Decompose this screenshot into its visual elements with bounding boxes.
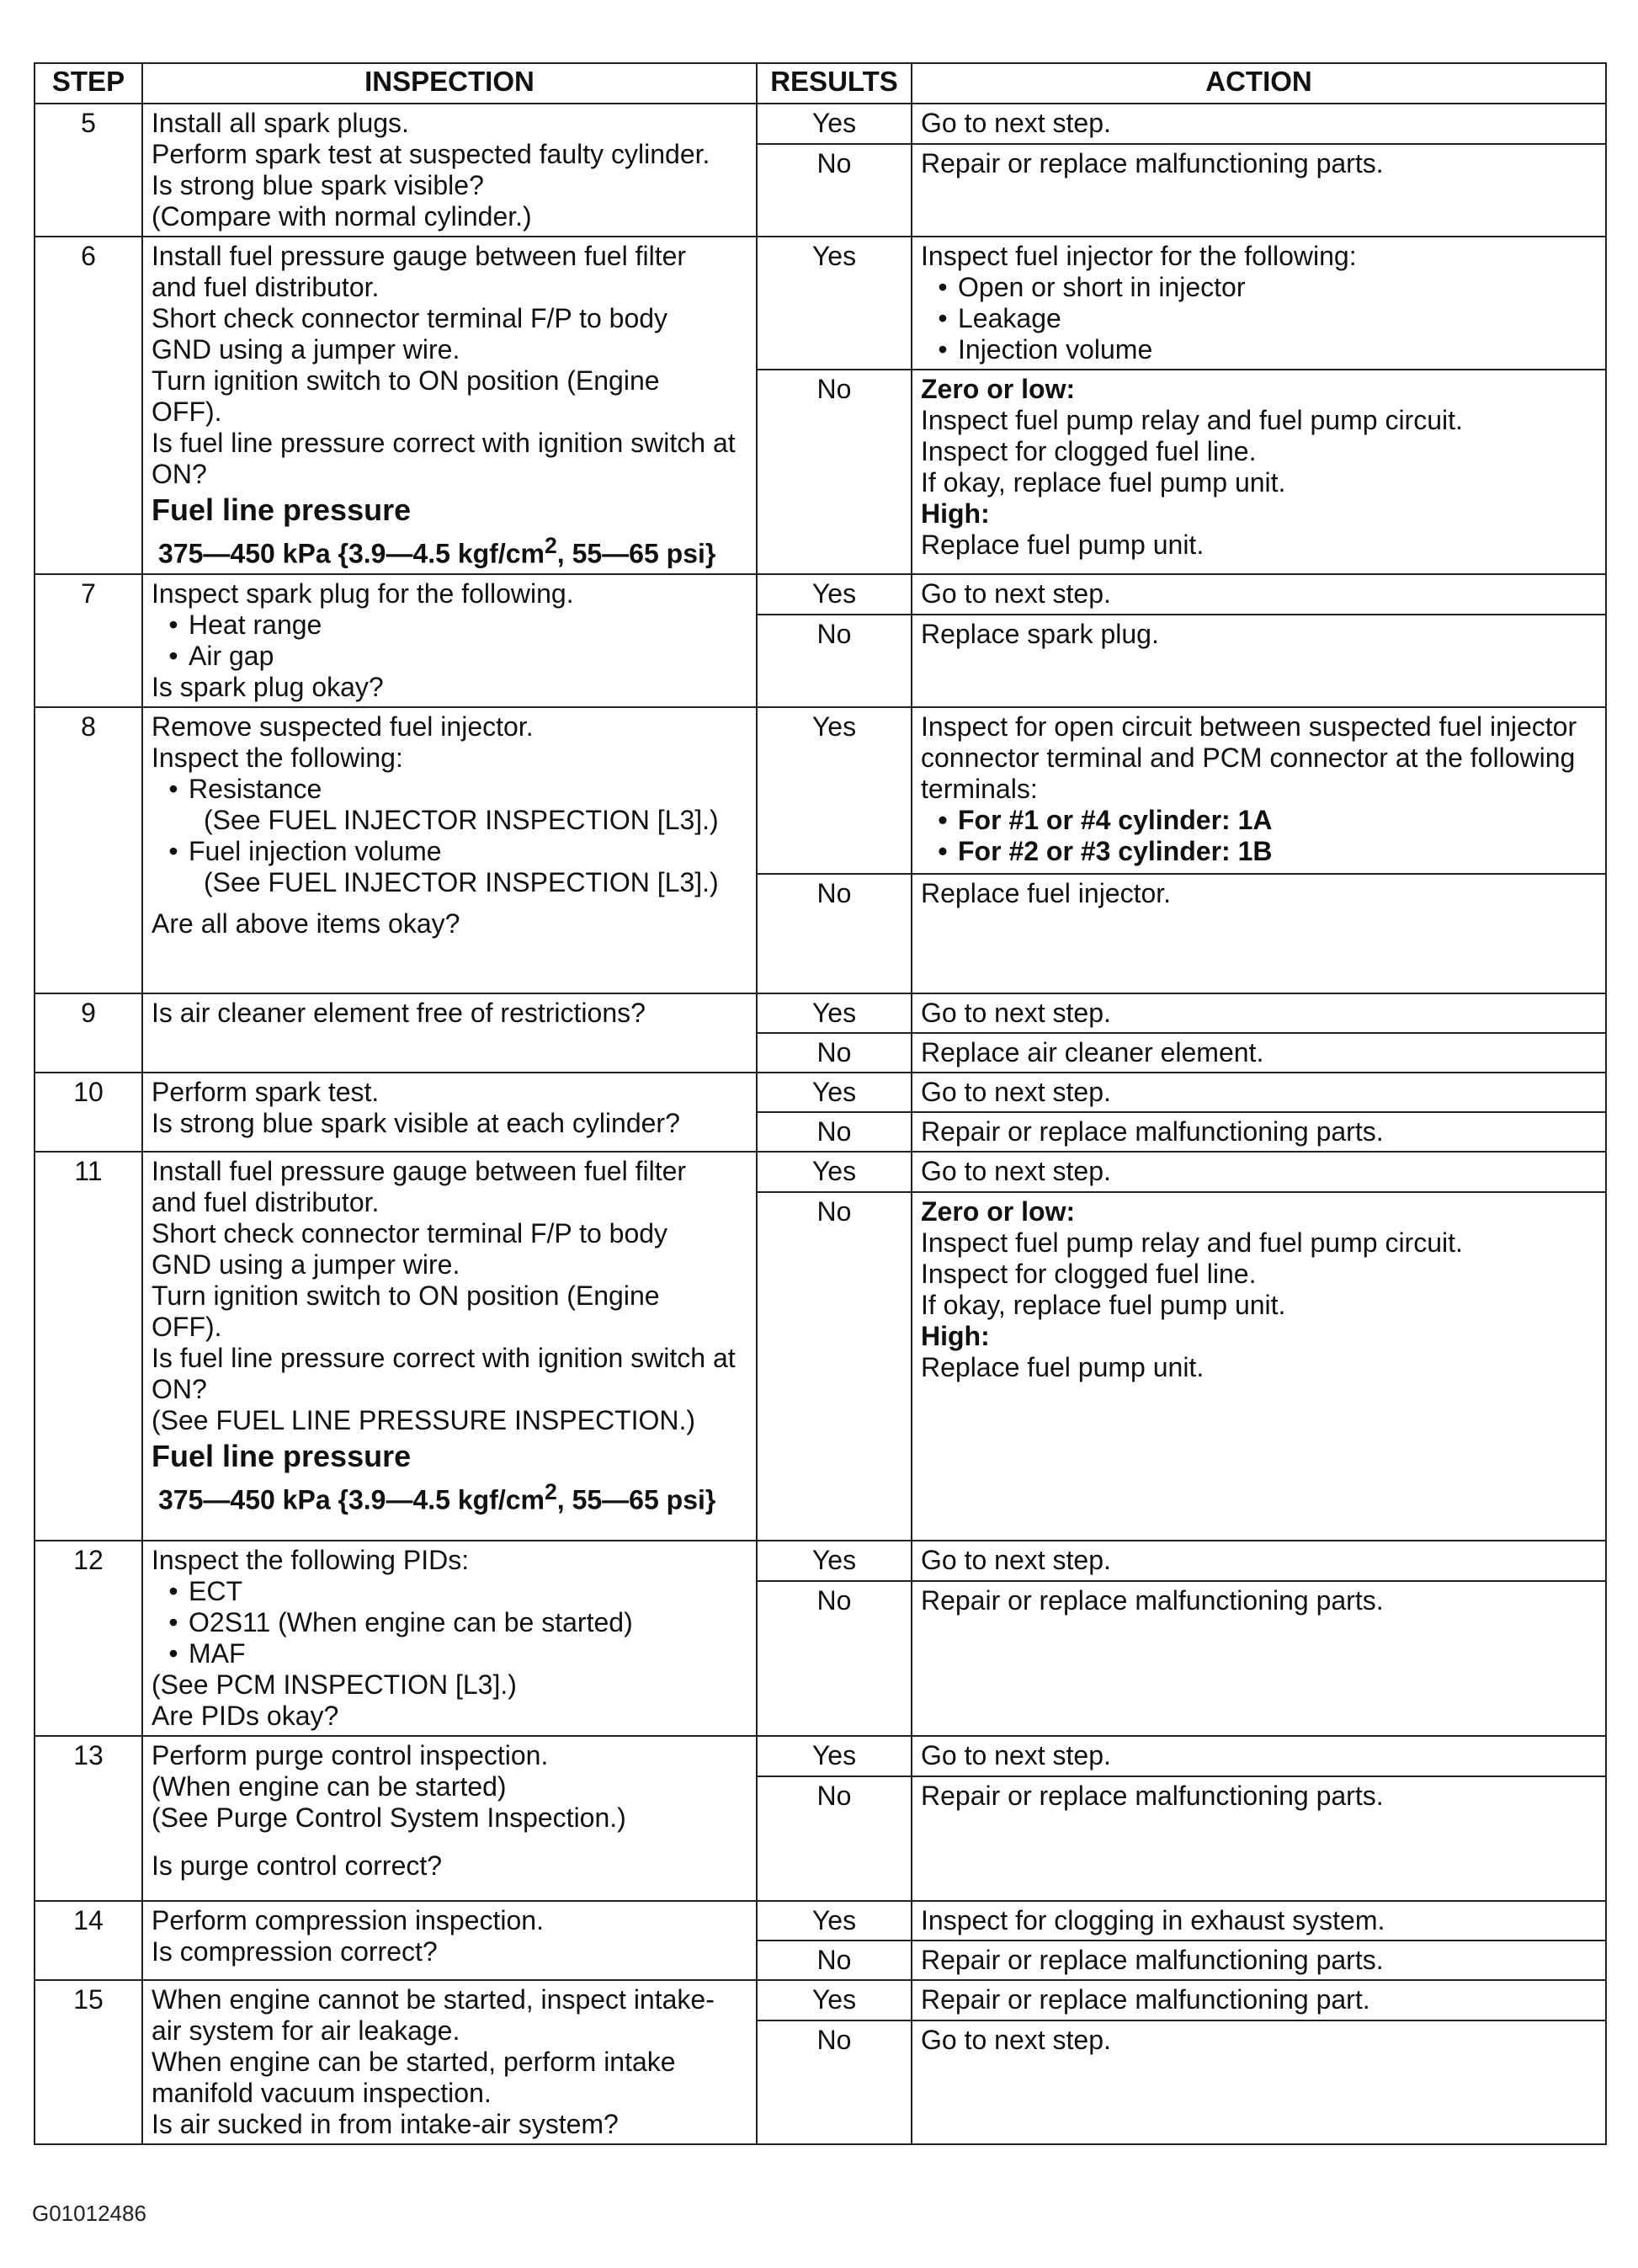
inspection-cell	[142, 104, 757, 237]
bullet-text: O2S11 (When engine can be started)	[189, 1606, 633, 1637]
inspection-line: Is spark plug okay?	[152, 671, 384, 702]
inspection-line: manifold vacuum inspection.	[152, 2077, 492, 2108]
action-no	[912, 370, 1606, 574]
action-yes: Inspect for clogging in exhaust system.	[912, 1901, 1606, 1941]
action-yes: Go to next step.	[912, 993, 1606, 1033]
action-line: Inspect for open circuit between suspected fuel injector	[921, 711, 1577, 742]
inspection-line: air system for air leakage.	[152, 2015, 460, 2046]
step-13-yes-row	[35, 1736, 1606, 1776]
inspection-line: Install fuel pressure gauge between fuel filter	[152, 241, 687, 271]
action-no: Replace fuel injector.	[912, 874, 1606, 993]
spec-value-a: 375—450 kPa {3.9—4.5 kgf/cm	[158, 1484, 545, 1515]
inspection-cell	[142, 707, 757, 993]
spec-value-a: 375—450 kPa {3.9—4.5 kgf/cm	[158, 538, 545, 569]
result-no: No	[757, 1581, 912, 1736]
inspection-cell	[142, 1736, 757, 1901]
header-results: RESULTS	[757, 63, 912, 104]
action-line: Replace fuel pump unit.	[921, 530, 1205, 560]
bullet-item	[152, 1576, 747, 1607]
inspection-line: Turn ignition switch to ON position (Engine	[152, 365, 660, 396]
action-line: Inspect for clogged fuel line.	[921, 436, 1257, 466]
action-yes: Go to next step.	[912, 574, 1606, 615]
result-yes: Yes	[757, 1152, 912, 1192]
action-yes: Go to next step.	[912, 1541, 1606, 1581]
inspection-cell	[142, 1901, 757, 1980]
step-6-yes-row	[35, 237, 1606, 370]
action-no: Repair or replace malfunctioning parts.	[912, 1581, 1606, 1736]
inspection-line: (See PCM INSPECTION [L3].)	[152, 1669, 517, 1700]
inspection-line: Perform spark test at suspected faulty cylinder.	[152, 139, 710, 169]
bullet-reference: (See FUEL INJECTOR INSPECTION [L3].)	[204, 866, 719, 897]
header-row	[35, 63, 1606, 104]
bullet-icon: •	[168, 640, 178, 671]
header-action: ACTION	[912, 63, 1606, 104]
action-no: Go to next step.	[912, 2020, 1606, 2144]
bullet-icon: •	[168, 773, 178, 804]
bullet-item	[152, 641, 747, 672]
inspection-line: Is strong blue spark visible at each cylinder?	[152, 1107, 680, 1138]
inspection-line: Is air sucked in from intake-air system?	[152, 2108, 619, 2139]
step-number: 15	[35, 1980, 142, 2144]
bullet-icon: •	[938, 272, 948, 302]
action-line: Inspect for clogged fuel line.	[921, 1258, 1257, 1289]
action-no: Repair or replace malfunctioning parts.	[912, 1776, 1606, 1901]
inspection-line: When engine can be started, perform intake	[152, 2046, 676, 2077]
result-yes: Yes	[757, 1073, 912, 1112]
bullet-item	[921, 836, 1597, 867]
spec-value-b: , 55—65 psi}	[556, 538, 716, 569]
inspection-line: Are all above items okay?	[152, 908, 460, 939]
result-yes: Yes	[757, 1901, 912, 1941]
action-subheading: Zero or low:	[921, 374, 1076, 404]
inspection-line: Short check connector terminal F/P to body	[152, 303, 668, 333]
bullet-item	[152, 610, 747, 641]
bullet-item	[921, 272, 1597, 303]
inspection-line: Inspect the following:	[152, 742, 403, 773]
bullet-item	[152, 836, 747, 867]
bullet-text: Leakage	[958, 303, 1061, 333]
bullet-icon: •	[168, 609, 178, 640]
bullet-reference: (See FUEL INJECTOR INSPECTION [L3].)	[204, 804, 719, 835]
inspection-line: ON?	[152, 459, 207, 489]
inspection-line: Is purge control correct?	[152, 1850, 443, 1881]
step-15-yes-row	[35, 1980, 1606, 2020]
result-no: No	[757, 2020, 912, 2144]
step-number: 8	[35, 707, 142, 993]
spec-value	[152, 1477, 747, 1516]
bullet-icon: •	[168, 1606, 178, 1637]
result-no: No	[757, 1941, 912, 1980]
inspection-line: Is fuel line pressure correct with ignition switch at	[152, 428, 736, 458]
action-yes: Go to next step.	[912, 1152, 1606, 1192]
bullet-icon: •	[168, 835, 178, 866]
inspection-cell	[142, 1152, 757, 1541]
action-line: If okay, replace fuel pump unit.	[921, 1289, 1286, 1320]
action-no: Repair or replace malfunctioning parts.	[912, 1941, 1606, 1980]
action-line: Inspect fuel pump relay and fuel pump circuit.	[921, 1227, 1463, 1258]
result-yes: Yes	[757, 104, 912, 144]
inspection-line: GND using a jumper wire.	[152, 1248, 460, 1280]
inspection-cell: Is air cleaner element free of restrictions?	[142, 993, 757, 1073]
bullet-text: Injection volume	[958, 334, 1153, 365]
bullet-text: Open or short in injector	[958, 272, 1246, 302]
header-step: STEP	[35, 63, 142, 104]
step-number: 6	[35, 237, 142, 574]
inspection-line: Are PIDs okay?	[152, 1700, 339, 1731]
action-subheading: High:	[921, 498, 990, 529]
action-line: Replace fuel pump unit.	[921, 1351, 1205, 1382]
inspection-line: OFF).	[152, 397, 222, 427]
inspection-line: Install all spark plugs.	[152, 108, 409, 138]
inspection-cell	[142, 574, 757, 707]
result-no: No	[757, 1033, 912, 1073]
action-line: terminals:	[921, 773, 1038, 804]
spacer	[152, 898, 747, 908]
bullet-item	[152, 1638, 747, 1669]
action-yes	[912, 707, 1606, 874]
inspection-line: and fuel distributor.	[152, 272, 380, 302]
step-7-yes-row	[35, 574, 1606, 615]
result-no: No	[757, 144, 912, 237]
inspection-line: Perform compression inspection.	[152, 1904, 544, 1935]
spec-value-b: , 55—65 psi}	[556, 1484, 716, 1515]
action-line: Inspect fuel injector for the following:	[921, 241, 1357, 271]
result-no: No	[757, 874, 912, 993]
spec-superscript: 2	[544, 533, 557, 558]
bullet-text: For #1 or #4 cylinder: 1A	[958, 804, 1273, 835]
header-inspection: INSPECTION	[142, 63, 757, 104]
bullet-text: Resistance	[189, 773, 322, 804]
step-11-yes-row	[35, 1152, 1606, 1192]
step-10-yes-row	[35, 1073, 1606, 1112]
action-yes: Go to next step.	[912, 104, 1606, 144]
step-8-yes-row	[35, 707, 1606, 874]
inspection-line: and fuel distributor.	[152, 1186, 380, 1217]
spec-superscript: 2	[544, 1478, 557, 1504]
action-no: Repair or replace malfunctioning parts.	[912, 1112, 1606, 1152]
bullet-text: MAF	[189, 1637, 246, 1669]
result-yes: Yes	[757, 993, 912, 1033]
bullet-text: Heat range	[189, 609, 322, 640]
action-line: Inspect fuel pump relay and fuel pump circuit.	[921, 405, 1463, 435]
bullet-icon: •	[168, 1575, 178, 1606]
bullet-icon: •	[168, 1637, 178, 1669]
step-12-yes-row	[35, 1541, 1606, 1581]
inspection-line: (See FUEL LINE PRESSURE INSPECTION.)	[152, 1404, 696, 1435]
action-subheading: Zero or low:	[921, 1195, 1076, 1227]
result-yes: Yes	[757, 1541, 912, 1581]
bullet-item	[152, 774, 747, 805]
inspection-line: Is strong blue spark visible?	[152, 170, 484, 200]
inspection-cell	[142, 237, 757, 574]
inspection-line: OFF).	[152, 1311, 222, 1342]
inspection-line: When engine cannot be started, inspect intake-	[152, 1983, 715, 2015]
action-no	[912, 1192, 1606, 1541]
inspection-line: Perform purge control inspection.	[152, 1739, 549, 1770]
action-line: If okay, replace fuel pump unit.	[921, 467, 1286, 498]
action-yes	[912, 237, 1606, 370]
spec-value	[152, 530, 747, 570]
bullet-item	[921, 334, 1597, 365]
bullet-icon: •	[938, 835, 948, 866]
bullet-item	[152, 1607, 747, 1638]
step-5-yes-row	[35, 104, 1606, 144]
inspection-line: (Compare with normal cylinder.)	[152, 201, 532, 232]
step-14-yes-row	[35, 1901, 1606, 1941]
step-number: 5	[35, 104, 142, 237]
inspection-line: Remove suspected fuel injector.	[152, 711, 534, 742]
inspection-line: Is compression correct?	[152, 1935, 438, 1967]
bullet-text: ECT	[189, 1575, 242, 1606]
inspection-line: Inspect spark plug for the following.	[152, 578, 574, 609]
inspection-cell	[142, 1073, 757, 1152]
inspection-line: Inspect the following PIDs:	[152, 1544, 470, 1575]
step-number: 14	[35, 1901, 142, 1980]
step-number: 13	[35, 1736, 142, 1901]
inspection-cell	[142, 1980, 757, 2144]
bullet-item	[921, 303, 1597, 334]
result-yes: Yes	[757, 1736, 912, 1776]
result-no: No	[757, 615, 912, 707]
inspection-line: GND using a jumper wire.	[152, 334, 460, 365]
inspection-line: Perform spark test.	[152, 1076, 380, 1107]
bullet-icon: •	[938, 334, 948, 365]
action-no: Replace air cleaner element.	[912, 1033, 1606, 1073]
inspection-line: Short check connector terminal F/P to body	[152, 1217, 668, 1248]
result-no: No	[757, 370, 912, 574]
result-no: No	[757, 1112, 912, 1152]
action-no: Repair or replace malfunctioning parts.	[912, 144, 1606, 237]
step-number: 10	[35, 1073, 142, 1152]
inspection-cell	[142, 1541, 757, 1736]
inspection-line: ON?	[152, 1373, 207, 1404]
bullet-text: Air gap	[189, 640, 274, 671]
step-number: 12	[35, 1541, 142, 1736]
action-subheading: High:	[921, 1320, 990, 1351]
spec-heading: Fuel line pressure	[152, 1438, 412, 1473]
bullet-text: For #2 or #3 cylinder: 1B	[958, 835, 1273, 866]
step-9-yes-row	[35, 993, 1606, 1033]
step-number: 9	[35, 993, 142, 1073]
step-number: 7	[35, 574, 142, 707]
action-yes: Go to next step.	[912, 1073, 1606, 1112]
diagnostic-table	[34, 62, 1607, 2145]
bullet-icon: •	[938, 804, 948, 835]
result-yes: Yes	[757, 1980, 912, 2020]
action-yes: Go to next step.	[912, 1736, 1606, 1776]
result-yes: Yes	[757, 574, 912, 615]
result-no: No	[757, 1192, 912, 1541]
spec-heading: Fuel line pressure	[152, 492, 412, 527]
inspection-line: Install fuel pressure gauge between fuel filter	[152, 1155, 687, 1186]
inspection-line: (When engine can be started)	[152, 1770, 507, 1802]
action-line: connector terminal and PCM connector at the following	[921, 742, 1576, 773]
bullet-item	[921, 805, 1597, 836]
action-yes: Repair or replace malfunctioning part.	[912, 1980, 1606, 2020]
action-no: Replace spark plug.	[912, 615, 1606, 707]
result-yes: Yes	[757, 237, 912, 370]
inspection-line: (See Purge Control System Inspection.)	[152, 1802, 626, 1833]
inspection-line: Is fuel line pressure correct with ignition switch at	[152, 1342, 736, 1373]
figure-code: G01012486	[32, 2201, 146, 2226]
spacer	[152, 1834, 747, 1850]
bullet-icon: •	[938, 303, 948, 333]
inspection-line: Turn ignition switch to ON position (Engine	[152, 1280, 660, 1311]
result-yes: Yes	[757, 707, 912, 874]
result-no: No	[757, 1776, 912, 1901]
bullet-text: Fuel injection volume	[189, 835, 442, 866]
step-number: 11	[35, 1152, 142, 1541]
